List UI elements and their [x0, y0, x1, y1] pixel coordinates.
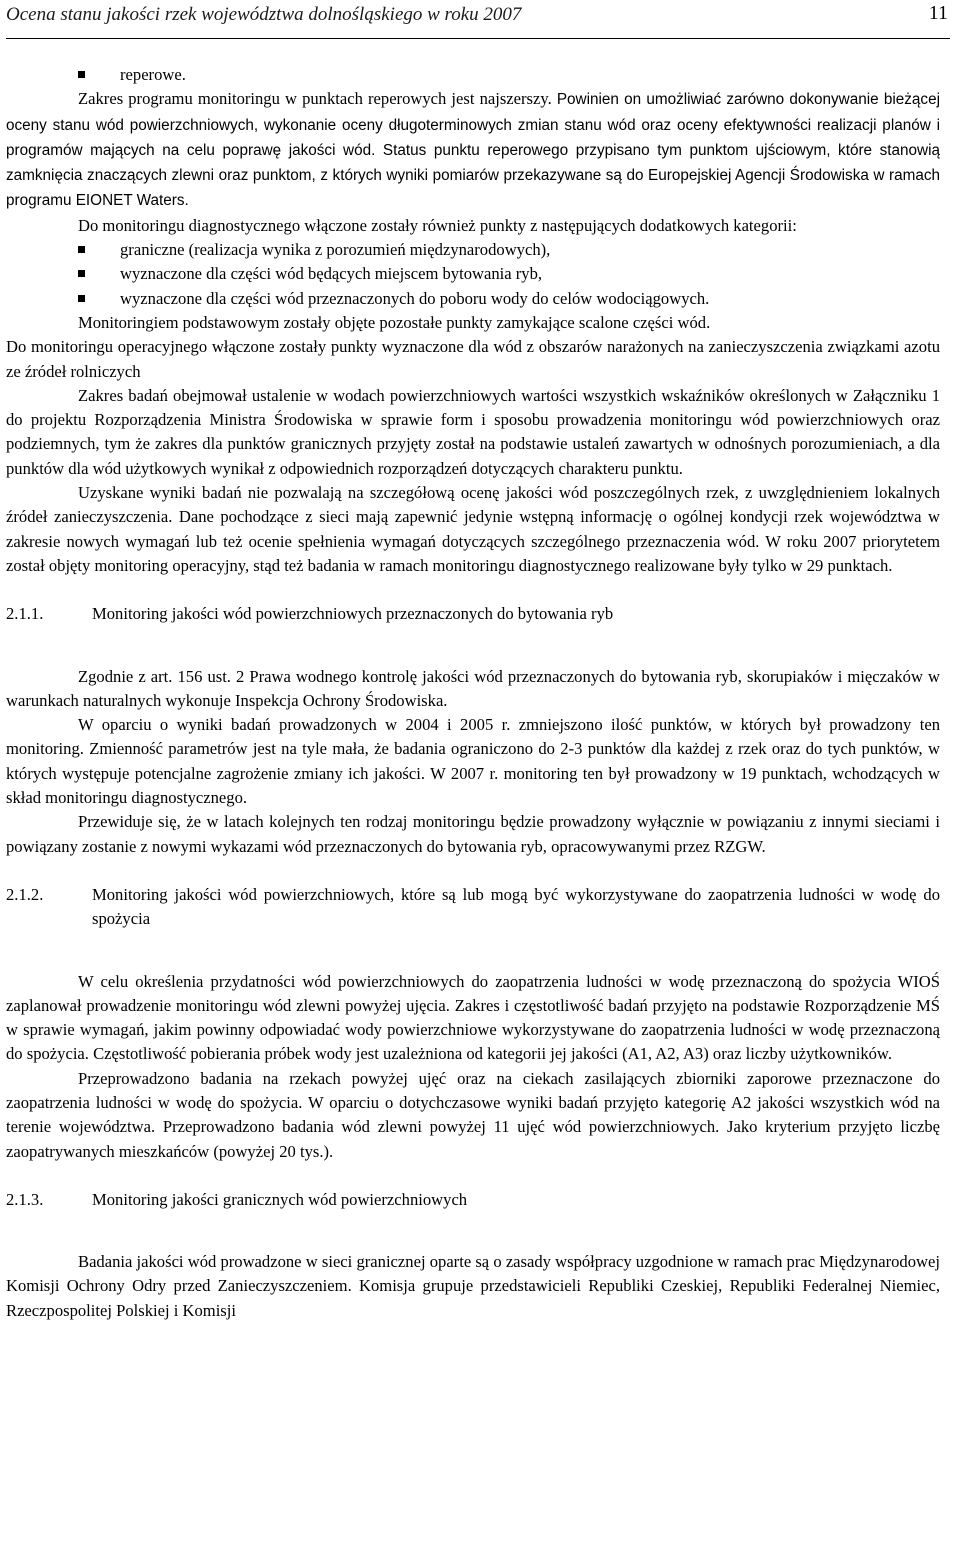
section-heading — [6, 883, 940, 932]
list-item: reperowe. — [78, 63, 940, 87]
paragraph: Monitoringiem podstawowym zostały objęte pozostałe punkty zamykające scalone części wód. — [78, 312, 711, 332]
paragraph: Przewiduje się, że w latach kolejnych ten rodzaj monitoringu będzie prowadzony wyłącznie w powiązaniu z innymi sieciami i powiązany zostanie z nowymi wykazami wód przeznaczonych do bytowania ryb, opracowywanymi przez RZGW. — [6, 812, 940, 856]
section-number: 2.1.3. — [6, 1189, 44, 1209]
section-heading — [6, 602, 940, 626]
paragraph: Zakres badań obejmował ustalenie w wodach powierzchniowych wartości wszystkich wskaźników określonych w Załączniku 1 do projektu Rozporządzenia Ministra Środowiska w sprawie form i sposobu prowadzenia monitoringu wód powierzchniowych oraz podziemnych, tym że zakres dla punktów granicznych przyjęty został na podstawie ustaleń zawartych w odnośnych porozumieniach, a dla punktów dla wód użytkowych wynikał z odpowiednich rozporządzeń dotyczących charakteru punktu. — [6, 385, 940, 478]
document-body — [6, 63, 940, 1323]
bullet-list-top — [6, 63, 940, 87]
section-number: 2.1.1. — [6, 604, 44, 624]
list-item: wyznaczone dla części wód będących miejscem bytowania ryb, — [78, 262, 940, 286]
paragraph: Przeprowadzono badania na rzekach powyżej ujęć oraz na ciekach zasilających zbiorniki zaporowe przeznaczone do zaopatrzenia ludności w wodę do spożycia. W oparciu o dotychczasowe wyniki badań przyjęto kategorię A2 jakości wszystkich wód na terenie województwa. Przeprowadzono badania wód zlewni powyżej 11 ujęć wód powierzchniowych. Jako kryterium przyjęto liczbę zaopatrywanych mieszkańców (powyżej 20 tys.). — [6, 1068, 940, 1161]
section-title: Monitoring jakości wód powierzchniowych przeznaczonych do bytowania ryb — [92, 604, 614, 624]
paragraph: Do monitoringu operacyjnego włączone zostały punkty wyznaczone dla wód z obszarów narażonych na zanieczyszczenia związkami azotu ze źródeł rolniczych — [6, 337, 940, 381]
paragraph: Zakres programu monitoringu w punktach reperowych jest najszerszy. Powinien on umożliwiać zarówno dokonywanie bieżącej oceny stanu wód powierzchniowych, wykonanie oceny długoterminowych zmian stanu wód oraz oceny efektywności realizacji planów i programów mających na celu poprawę jakości wód. Status punktu reperowego przypisano tym punktom ujściowym, które stanowią zamknięcia znaczących zlewni oraz punktom, z których wyniki pomiarów przekazywane są do Europejskiej Agencji Środowiska w ramach programu EIONET Waters. — [6, 89, 940, 210]
paragraph: W celu określenia przydatności wód powierzchniowych do zaopatrzenia ludności w wodę przeznaczoną do spożycia WIOŚ zaplanował prowadzenie monitoringu wód zlewni powyżej ujęcia. Zakres i częstotliwość badań przyjęto na podstawie Rozporządzenie MŚ w sprawie wymagań, jakim powinny odpowiadać wody powierzchniowe wykorzystywane do zaopatrzenia ludności w wodę przeznaczoną do spożycia. Częstotliwość pobierania próbek wody jest uzależniona od kategorii jej jakości (A1, A2, A3) oraz liczby użytkowników. — [6, 971, 940, 1064]
header-title: Ocena stanu jakości rzek województwa dolnośląskiego w roku 2007 — [6, 4, 522, 25]
paragraph: Do monitoringu diagnostycznego włączone zostały również punkty z następujących dodatkowych kategorii: — [78, 215, 797, 235]
square-bullet-icon — [78, 246, 85, 253]
bullet-list — [6, 238, 940, 311]
page-number: 11 — [928, 2, 948, 24]
page-header — [6, 0, 950, 39]
section-heading — [6, 1188, 940, 1212]
section-number: 2.1.2. — [6, 884, 44, 904]
section-title: Monitoring jakości granicznych wód powierzchniowych — [92, 1189, 468, 1209]
square-bullet-icon — [78, 295, 85, 302]
list-item: graniczne (realizacja wynika z porozumień międzynarodowych), — [78, 238, 940, 262]
section-title: Monitoring jakości wód powierzchniowych, które są lub mogą być wykorzystywane do zaopatrzenia ludności w wodę do spożycia — [92, 884, 940, 929]
list-item: wyznaczone dla części wód przeznaczonych do poboru wody do celów wodociągowych. — [78, 287, 940, 311]
square-bullet-icon — [78, 270, 85, 277]
paragraph: Uzyskane wyniki badań nie pozwalają na szczegółową ocenę jakości wód poszczególnych rzek, z uwzględnieniem lokalnych źródeł zanieczyszczenia. Dane pochodzące z sieci mają zapewnić jedynie wstępną informację o ogólnej kondycji rzek województwa w zakresie nowych wymagań lub też ocenie spełnienia wymagań dotyczących szczególnego przeznaczenia wód. W roku 2007 priorytetem został objęty monitoring operacyjny, stąd też badania w ramach monitoringu diagnostycznego realizowane były tylko w 29 punktach. — [6, 483, 940, 575]
paragraph: Badania jakości wód prowadzone w sieci granicznej oparte są o zasady współpracy uzgodnione w ramach prac Międzynarodowej Komisji Ochrony Odry przed Zanieczyszczeniem. Komisja grupuje przedstawicieli Republiki Czeskiej, Republiki Federalnej Niemiec, Rzeczpospolitej Polskiej i Komisji — [6, 1252, 940, 1320]
paragraph: Zgodnie z art. 156 ust. 2 Prawa wodnego kontrolę jakości wód przeznaczonych do bytowania ryb, skorupiaków i mięczaków w warunkach naturalnych wykonuje Inspekcja Ochrony Środowiska. — [6, 666, 940, 710]
square-bullet-icon — [78, 71, 85, 78]
paragraph: W oparciu o wyniki badań prowadzonych w 2004 i 2005 r. zmniejszono ilość punktów, w których był prowadzony ten monitoring. Zmienność parametrów jest na tyle mała, że badania ograniczono do 2-3 punktów dla każdej z rzek oraz do tych punktów, w których występuje potencjalne zagrożenie zmiany ich jakości. W 2007 r. monitoring ten był prowadzony w 19 punktach, wchodzących w skład monitoringu diagnostycznego. — [6, 715, 940, 808]
